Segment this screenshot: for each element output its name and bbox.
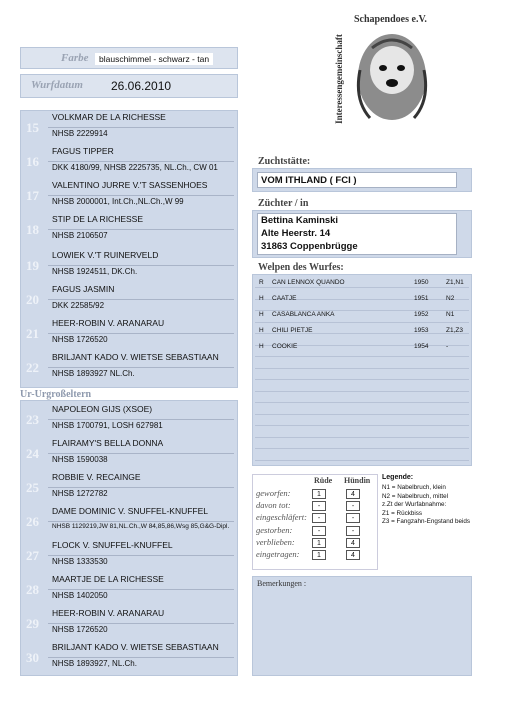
logo <box>333 14 448 139</box>
ancestor-registration: NHSB 1590038 <box>52 455 108 464</box>
stats-row-label: geworfen: <box>256 488 291 498</box>
ancestor-registration: NHSB 1272782 <box>52 489 108 498</box>
ancestor-name: FLAIRAMY'S BELLA DONNA <box>52 438 164 448</box>
ancestor-registration: NHSB 1726520 <box>52 335 108 344</box>
ancestor-name: VOLKMAR DE LA RICHESSE <box>52 112 166 122</box>
dog-head-icon <box>352 30 432 124</box>
puppy-name: COOKIE <box>272 343 298 350</box>
ancestor-name: NAPOLEON GIJS (XSOE) <box>52 404 153 414</box>
legend-item: Z1 = Rückbiss <box>382 509 423 517</box>
divider <box>48 229 234 230</box>
ancestor-number: 17 <box>26 188 39 203</box>
puppy-year: 1952 <box>414 311 429 318</box>
stats-row-label: eingetragen: <box>256 549 300 559</box>
stats-row-label: eingeschläfert: <box>256 512 307 523</box>
ancestor-name: FAGUS TIPPER <box>52 146 114 156</box>
ancestor-registration: NHSB 2229914 <box>52 129 108 138</box>
ancestor-name: FAGUS JASMIN <box>52 284 115 294</box>
stats-row-label: davon tot: <box>256 500 291 511</box>
divider <box>48 333 234 334</box>
ancestor-number: 30 <box>26 650 39 665</box>
puppy-row-line <box>255 287 469 288</box>
puppy-sex: H <box>259 327 264 334</box>
ancestor-number: 22 <box>26 360 39 375</box>
puppy-note: - <box>446 343 449 350</box>
ancestor-number: 25 <box>26 480 39 495</box>
farbe-label: Farbe <box>61 52 89 64</box>
divider <box>48 657 234 658</box>
legend <box>380 474 480 544</box>
divider <box>48 367 234 368</box>
puppy-row-line <box>255 448 469 449</box>
puppy-row-line <box>255 425 469 426</box>
divider <box>48 419 234 420</box>
ancestor-number: 26 <box>26 514 39 529</box>
col-ruede-label: Rüde <box>314 476 333 485</box>
puppy-sex: H <box>259 295 264 302</box>
ancestor-registration: DKK 22585/92 <box>52 301 105 310</box>
ancestor-registration: NHSB 1726520 <box>52 625 108 634</box>
divider <box>48 127 234 128</box>
ancestor-registration: NHSB 1893927, NL.Ch. <box>52 659 137 668</box>
puppy-row-line <box>255 356 469 357</box>
logo-subtitle: Interessengemeinschaft <box>333 34 344 124</box>
ancestor-number: 24 <box>26 446 39 461</box>
zuechter-panel <box>252 210 472 258</box>
zuechter-city: 31863 Coppenbrügge <box>261 241 358 252</box>
puppy-row-line <box>255 437 469 438</box>
stats-ruede-value: - <box>312 526 326 536</box>
stats-huendin-value: 4 <box>346 550 360 560</box>
ancestor-name: HEER-ROBIN V. ARANARAU <box>52 608 165 618</box>
stats-huendin-value: - <box>346 513 360 523</box>
ancestor-registration: NHSB 1402050 <box>52 591 108 600</box>
farbe-row <box>20 47 238 69</box>
ancestor-number: 27 <box>26 548 39 563</box>
stats-huendin-value: 4 <box>346 489 360 499</box>
puppy-note: N1 <box>446 311 455 318</box>
puppy-row-line <box>255 402 469 403</box>
zuchtstaette-box <box>257 172 457 188</box>
ancestor-number: 29 <box>26 616 39 631</box>
ancestor-registration: NHSB 2106507 <box>52 231 108 240</box>
puppy-year: 1954 <box>414 343 429 350</box>
ancestor-name: MAARTJE DE LA RICHESSE <box>52 574 164 584</box>
puppy-row-line <box>255 414 469 415</box>
ancestor-registration: NHSB 1129219,JW 81,NL.Ch.,W 84,85,86,Wsg 85,G&G-Dipl. <box>52 523 230 530</box>
divider <box>48 555 234 556</box>
puppy-name: CAATJE <box>272 295 297 302</box>
zuchtstaette-panel <box>252 168 472 192</box>
puppy-row-line <box>255 460 469 461</box>
ancestor-name: LOWIEK V.'T RUINERVELD <box>52 250 159 260</box>
ancestor-number: 21 <box>26 326 39 341</box>
puppy-name: CAN LENNOX QUANDO <box>272 279 345 286</box>
divider <box>48 623 234 624</box>
divider <box>48 453 234 454</box>
puppy-sex: R <box>259 279 264 286</box>
stats-ruede-value: - <box>312 501 326 511</box>
wurfdatum-value: 26.06.2010 <box>111 79 172 93</box>
puppy-note: N2 <box>446 295 455 302</box>
zuchtstaette-value: VOM ITHLAND ( FCI ) <box>261 175 357 186</box>
divider <box>48 299 234 300</box>
col-huendin-label: Hündin <box>344 476 371 485</box>
ancestor-number: 18 <box>26 222 39 237</box>
divider <box>48 265 234 266</box>
zuechter-box <box>257 213 457 255</box>
stats-huendin-value: - <box>346 501 360 511</box>
ancestor-registration: NHSB 2000001, Int.Ch.,NL.Ch.,W 99 <box>52 197 184 206</box>
ancestor-name: HEER-ROBIN V. ARANARAU <box>52 318 165 328</box>
puppy-sex: H <box>259 311 264 318</box>
ancestor-number: 19 <box>26 258 39 273</box>
legend-item: N1 = Nabelbruch, klein <box>382 484 446 491</box>
puppy-year: 1950 <box>414 279 429 286</box>
ancestor-number: 15 <box>26 120 39 135</box>
zuechter-name: Bettina Kaminski <box>261 215 339 226</box>
ancestor-name: BRILJANT KADO V. WIETSE SEBASTIAAN <box>52 352 219 362</box>
ancestor-registration: NHSB 1924511, DK.Ch. <box>52 267 138 276</box>
divider <box>48 487 234 488</box>
stats-huendin-value: 4 <box>346 538 360 548</box>
stats-ruede-value: 1 <box>312 550 326 560</box>
legend-item: Z3 = Fangzahn-Engstand beids <box>382 518 471 525</box>
ancestor-number: 16 <box>26 154 39 169</box>
ancestor-number: 28 <box>26 582 39 597</box>
divider <box>48 589 234 590</box>
divider <box>48 195 234 196</box>
zuechter-label: Züchter / in <box>258 198 309 209</box>
zuechter-street: Alte Heerstr. 14 <box>261 228 331 239</box>
ancestor-name: STIP DE LA RICHESSE <box>52 214 144 224</box>
puppy-sex: H <box>259 343 264 350</box>
puppy-row-line <box>255 322 469 323</box>
legend-title: Legende: <box>382 474 414 481</box>
puppy-row-line <box>255 368 469 369</box>
puppy-row-line <box>255 379 469 380</box>
puppy-year: 1953 <box>414 327 429 334</box>
puppy-row-line <box>255 391 469 392</box>
legend-item: z.Zt der Wurfabnahme: <box>382 501 447 508</box>
ancestor-name: FLOCK V. SNUFFEL-KNUFFEL <box>52 540 173 550</box>
stats-huendin-value: - <box>346 526 360 536</box>
welpen-label: Welpen des Wurfes: <box>258 262 344 273</box>
ancestor-registration: NHSB 1333530 <box>52 557 108 566</box>
legend-item: N2 = Nabelbruch, mittel <box>382 492 448 500</box>
stats-row-label: gestorben: <box>256 524 293 535</box>
ancestor-name: VALENTINO JURRE V.'T SASSENHOES <box>52 180 208 190</box>
ancestor-number: 20 <box>26 292 39 307</box>
wurfdatum-row <box>20 74 238 98</box>
ancestor-registration: NHSB 1700791, LOSH 627981 <box>52 421 163 430</box>
stats-ruede-value: 1 <box>312 538 326 548</box>
logo-title: Schapendoes e.V. <box>354 14 427 25</box>
puppy-note: Z1,Z3 <box>446 327 463 334</box>
ur-label: Ur-Urgroßeltern <box>20 389 92 400</box>
bemerkungen-label: Bemerkungen : <box>257 579 307 588</box>
stats-row-label: verblieben: <box>256 536 295 547</box>
wurfdatum-label: Wurfdatum <box>31 79 83 91</box>
divider <box>48 521 234 522</box>
puppy-name: CASABLANCA ANKA <box>272 311 335 318</box>
puppy-name: CHILI PIETJE <box>272 327 313 334</box>
puppy-year: 1951 <box>414 295 429 302</box>
ancestor-registration: NHSB 1893927 NL.Ch. <box>52 369 135 378</box>
farbe-value: blauschimmel - schwarz - tan <box>95 53 213 65</box>
stats-ruede-value: 1 <box>312 489 326 499</box>
bemerkungen-panel <box>252 576 472 676</box>
ancestor-number: 23 <box>26 412 39 427</box>
puppy-note: Z1,N1 <box>446 279 464 286</box>
ancestor-name: DAME DOMINIC V. SNUFFEL-KNUFFEL <box>52 506 209 516</box>
divider <box>48 161 234 162</box>
ancestor-name: BRILJANT KADO V. WIETSE SEBASTIAAN <box>52 642 219 652</box>
zuchtstaette-label: Zuchtstätte: <box>258 156 311 167</box>
ancestor-registration: DKK 4180/99, NHSB 2225735, NL.Ch., CW 01 <box>52 163 218 172</box>
ancestor-name: ROBBIE V. RECAINGE <box>52 472 141 482</box>
stats-ruede-value: - <box>312 513 326 523</box>
